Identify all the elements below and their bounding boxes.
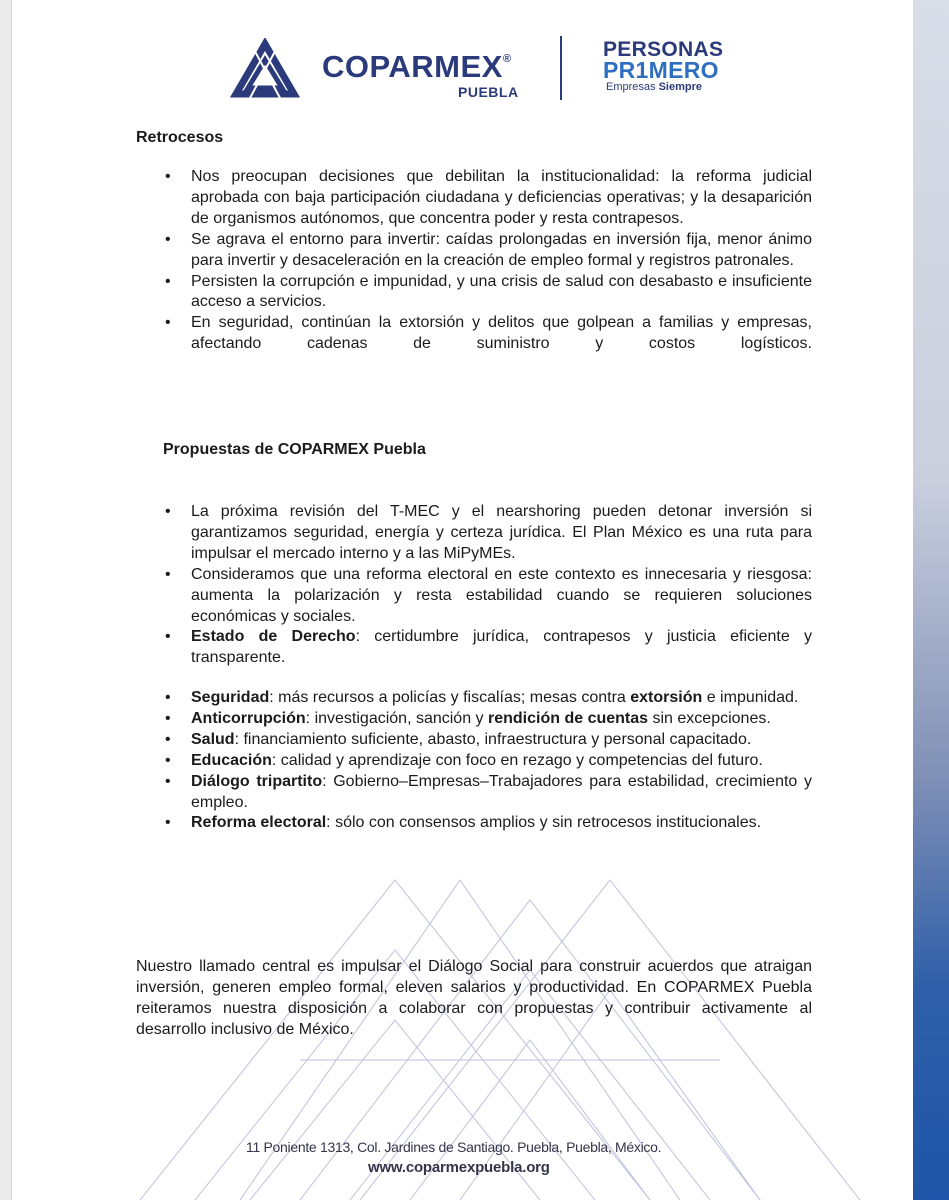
section-title-propuestas: Propuestas de COPARMEX Puebla	[163, 441, 426, 458]
list-item: • La próxima revisión del T-MEC y el nearshoring pueden detonar inversión si garantizamos seguridad, energía y certeza jurídica. El Plan México es una ruta para impulsar el mercado interno y a las MiPyMEs.	[136, 502, 812, 565]
page-left-edge	[0, 0, 12, 1200]
list-item: • Salud: financiamiento suficiente, abasto, infraestructura y personal capacitado.	[136, 730, 812, 751]
list-item: • Seguridad: más recursos a policías y fiscalías; mesas contra extorsión e impunidad.	[136, 688, 812, 709]
section-title-retrocesos: Retrocesos	[136, 129, 224, 146]
brand-name: COPARMEX®	[322, 49, 512, 84]
list-item: • Consideramos que una reforma electoral en este contexto es innecesaria y riesgosa: aumenta la polarización y resta estabilidad cuando se requieren soluciones económicas y sociales.	[136, 565, 812, 628]
propuestas-list-a	[136, 502, 812, 669]
list-item: • Educación: calidad y aprendizaje con foco en rezago y competencias del futuro.	[136, 751, 812, 772]
letterhead	[0, 0, 949, 120]
footer-address: 11 Poniente 1313, Col. Jardines de Santiago. Puebla, Puebla, México.	[246, 1139, 662, 1155]
slogan-line-1: PERSONAS	[603, 38, 724, 61]
registered-mark: ®	[502, 53, 512, 65]
slogan-line-3: Empresas Siempre	[606, 81, 703, 93]
closing-paragraph: Nuestro llamado central es impulsar el Diálogo Social para construir acuerdos que atraigan inversión, generen empleo formal, eleven salarios y productividad. En COPARMEX Puebla reiteramos nuestra disposición a colaborar con propuestas y contribuir activamente al desarrollo inclusivo de México.	[136, 958, 812, 1038]
list-item: • Estado de Derecho: certidumbre jurídica, contrapesos y justicia eficiente y transparente.	[136, 627, 812, 669]
list-item: • Anticorrupción: investigación, sanción y rendición de cuentas sin excepciones.	[136, 709, 812, 730]
list-item: • Nos preocupan decisiones que debilitan la institucionalidad: la reforma judicial aprobada con baja participación ciudadana y deficiencias operativas; y la desaparición de organismos autónomos, que concentra poder y resta contrapesos.	[136, 167, 812, 230]
list-item: • Reforma electoral: sólo con consensos amplios y sin retrocesos institucionales.	[136, 813, 812, 834]
list-item: • Diálogo tripartito: Gobierno–Empresas–Trabajadores para estabilidad, crecimiento y empleo.	[136, 772, 812, 814]
header-divider	[560, 36, 562, 100]
page-right-edge	[913, 0, 949, 1200]
footer-website-link[interactable]: www.coparmexpuebla.org	[368, 1159, 550, 1176]
list-item: • Se agrava el entorno para invertir: caídas prolongadas en inversión fija, menor ánimo para invertir y desaceleración en la creación de empleo formal y registros patronales.	[136, 230, 812, 272]
coparmex-logo-icon	[230, 38, 300, 100]
propuestas-list-b	[136, 688, 812, 834]
retrocesos-list	[136, 167, 812, 355]
list-item: • Persisten la corrupción e impunidad, y una crisis de salud con desabasto e insuficiente acceso a servicios.	[136, 272, 812, 314]
slogan-line-2: PR1MERO	[603, 57, 719, 83]
list-item: • En seguridad, continúan la extorsión y delitos que golpean a familias y empresas, afectando cadenas de suministro y costos logísticos.	[136, 313, 812, 355]
brand-subtitle: PUEBLA	[458, 84, 519, 100]
